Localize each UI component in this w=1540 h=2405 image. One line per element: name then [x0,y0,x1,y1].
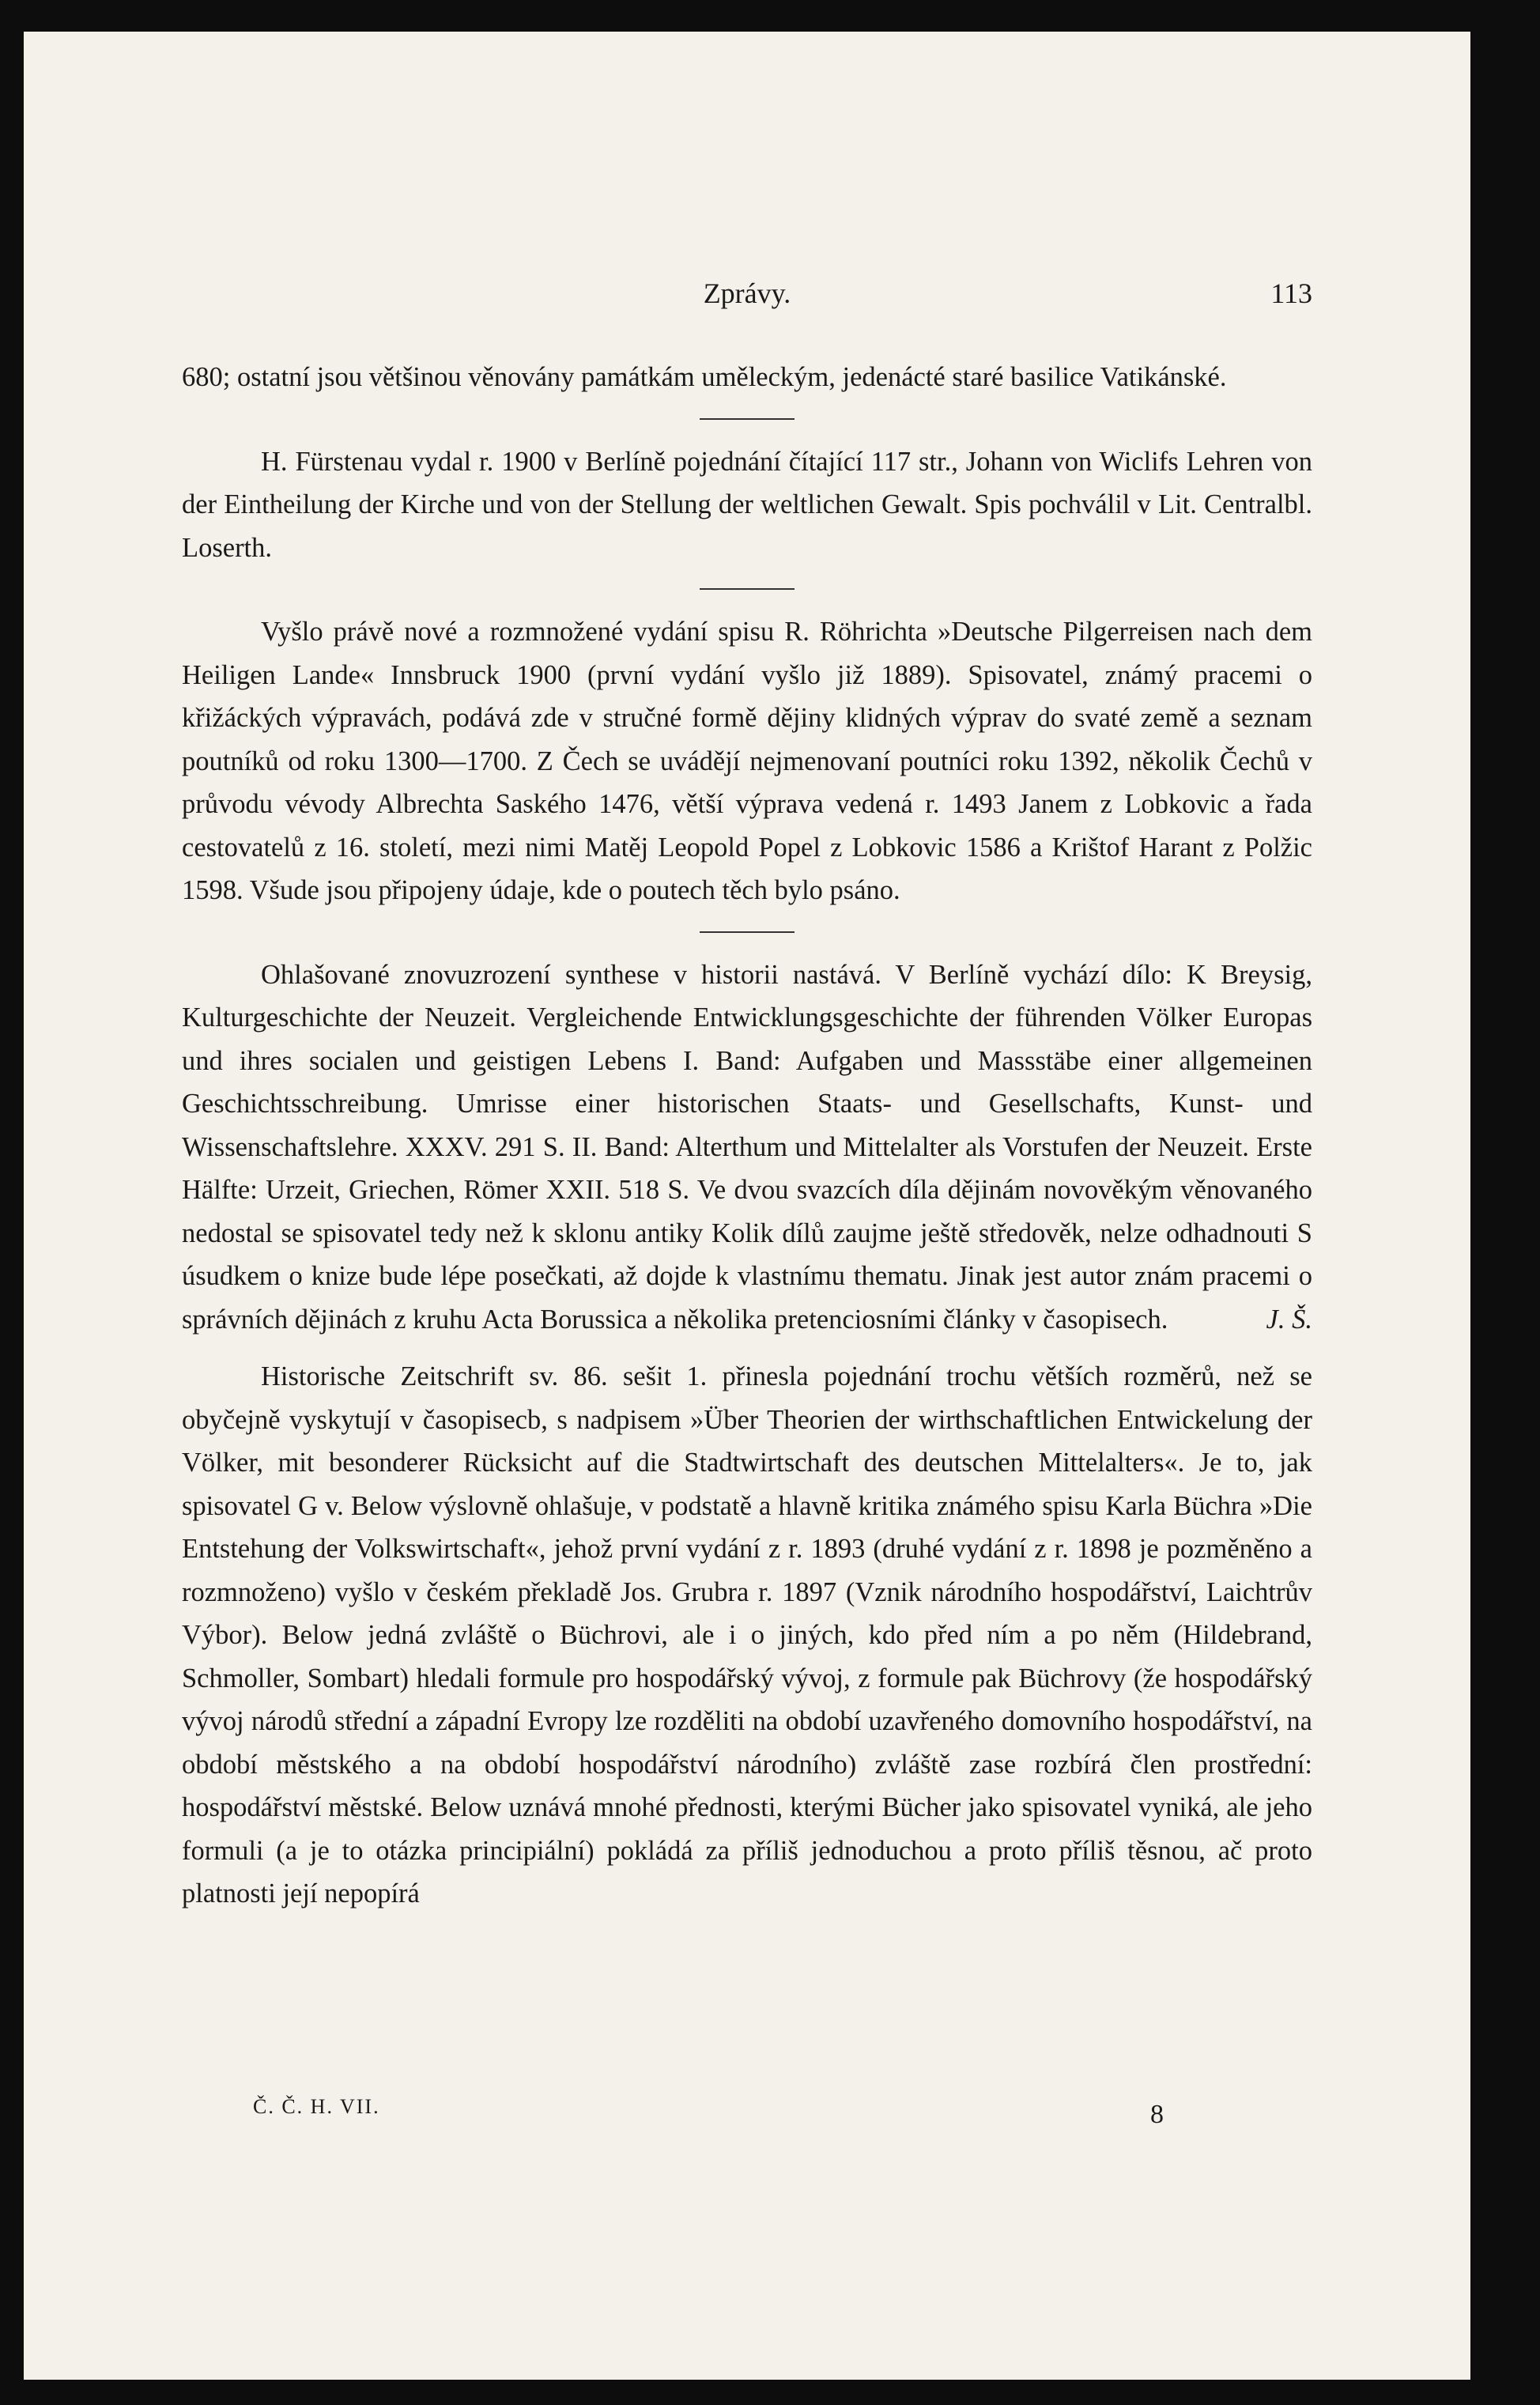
signature-mark: Č. Č. H. VII. [253,2095,380,2118]
page-number: 113 [1270,278,1312,309]
sheet-number: 8 [1150,2100,1164,2129]
paragraph-historische-zeitschrift: Historische Zeitschrift sv. 86. sešit 1. přinesla pojednání trochu větších rozměrů, než se obyčejně vyskytují v časopisecb, s nadpisem »Über Theorien der wirthschaftlichen Entwickelung der Völker, mit besonderer Rücksicht auf die Stadtwirtschaft des deutschen Mittelalters«. Je to, jak spisovatel G v. Below výslovně ohlašuje, v podstatě a hlavně kritika známého spisu Karla Büchra »Die Entstehung der Volkswirtschaft«, jehož první vydání z r. 1893 (druhé vydání z r. 1898 je pozměněno a rozmnoženo) vyšlo v českém překladě Jos. Grubra r. 1897 (Vznik národního hospodářství, Laichtrův Výbor). Below jedná zvláště o Büchrovi, ale i o jiných, kdo před ním a po něm (Hildebrand, Schmoller, Sombart) hledali formule pro hospodářský vývoj, z formule pak Büchrovy (že hospodářský vývoj národů střední a západní Evropy lze rozděliti na období uzavřeného domovního hospodářství, na období městského a na období hospodářství národního) zvláště zase rozbírá člen prostřední: hospodářství městské. Below uznává mnohé přednosti, kterými Bücher jako spisovatel vyniká, ale jeho formuli (a je to otázka principiální) pokládá za příliš jednoduchou a proto příliš těsnou, ač proto platnosti její nepopírá [182,1361,1312,1909]
paragraph-roehricht: Vyšlo právě nové a rozmnožené vydání spisu R. Röhrichta »Deutsche Pilgerreisen nach dem Heiligen Lande« Innsbruck 1900 (první vydání vyšlo již 1889). Spisovatel, známý pracemi o křižáckých výpravách, podává zde v stručné formě dějiny klidných výprav do svaté země a seznam poutníků od roku 1300—1700. Z Čech se uvádějí nejmenovaní poutníci roku 1392, několik Čechů v průvodu vévody Albrechta Saského 1476, větší výprava vedená r. 1493 Janem z Lobkovic a řada cestovatelů z 16. století, mezi nimi Matěj Leopold Popel z Lobkovic 1586 a Krištof Harant z Polžic 1598. Všude jsou připojeny údaje, kde o poutech těch bylo psáno. [182,617,1312,905]
paragraph-breysig [182,953,1312,1342]
paragraph-fuerstenau: H. Fürstenau vydal r. 1900 v Berlíně pojednání čítající 117 str., Johann von Wiclifs Lehren von der Eintheilung der Kirche und von der Stellung der weltlichen Gewalt. Spis pochválil v Lit. Centralbl. Loserth. [182,446,1312,563]
book-page [24,32,1470,2380]
page-footer [24,2095,1470,2143]
section-divider [700,588,795,590]
section-divider [700,418,795,420]
running-title: Zprávy. [703,278,791,309]
author-signature: J. Š. [1266,1304,1312,1335]
section-divider [700,931,795,933]
paragraph-breysig-text: Ohlašované znovuzrození synthese v historii nastává. V Berlíně vychází dílo: K Breysig, Kulturgeschichte der Neuzeit. Vergleichende Entwicklungsgeschichte der führenden Völker Europas und ihres socialen und geistigen Lebens I. Band: Aufgaben und Massstäbe einer allgemeinen Geschichtsschreibung. Umrisse einer historischen Staats- und Gesellschafts, Kunst- und Wissenschaftslehre. XXXV. 291 S. II. Band: Alterthum und Mittelalter als Vorstufen der Neuzeit. Erste Hälfte: Urzeit, Griechen, Römer XXII. 518 S. Ve dvou svazcích díla dějinám novověkým věnovaného nedostal se spisovatel tedy než k sklonu antiky Kolik dílů zaujme ještě středověk, nelze odhadnouti S úsudkem o knize bude lépe posečkati, až dojde k vlastnímu thematu. Jinak jest autor znám pracemi o správních dějinách z kruhu Acta Borussica a několika pretenciosními články v časopisech. [182,959,1312,1335]
paragraph-continuation: 680; ostatní jsou většinou věnovány památkám uměleckým, jedenácté staré basilice Vatikánské. [182,362,1227,392]
page-header [24,277,1470,324]
body-text [182,356,1312,1916]
